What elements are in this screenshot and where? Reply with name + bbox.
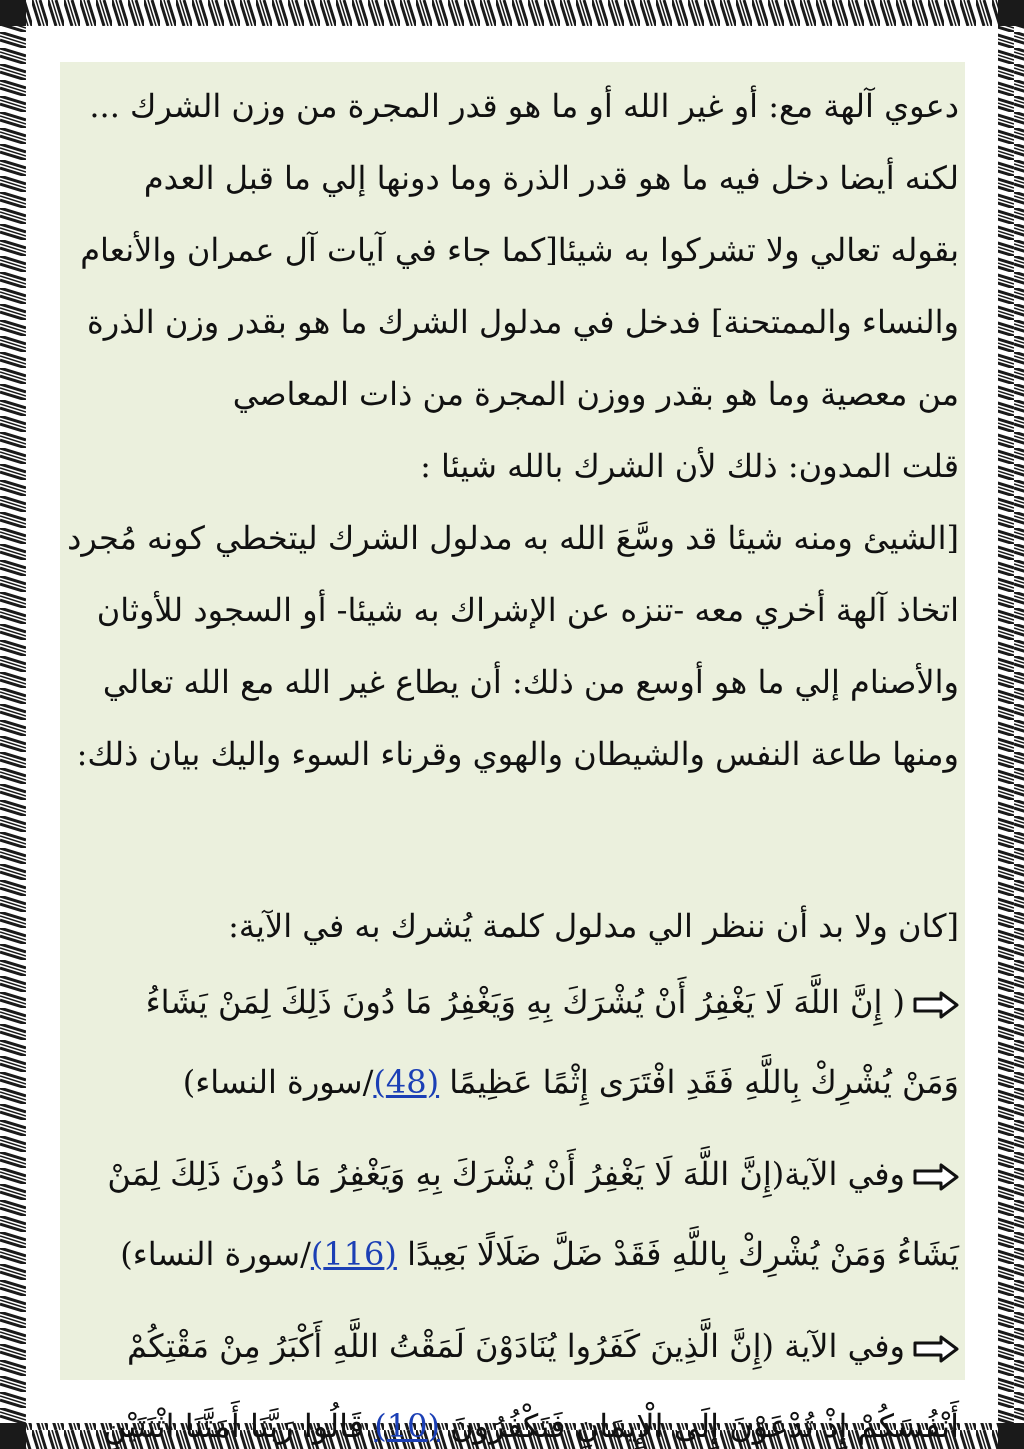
verse1-text: ( إِنَّ اللَّهَ لَا يَغْفِرُ أَنْ يُشْرَكَ بِهِ وَيَغْفِرُ مَا دُونَ ذَلِكَ لِمَنْ يَشَاءُ [145, 983, 905, 1021]
spacer [74, 1122, 959, 1134]
text-line: قلت المدون: ذلك لأن الشرك بالله شيئا : [420, 447, 959, 485]
right-arrow-icon [913, 991, 959, 1019]
verse3-text-end: قَالُوا رَبَّنَا أَمَتَّنَا اثْنَتَيْنِ [103, 1407, 365, 1445]
verse1-text-cont: وَمَنْ يُشْرِكْ بِاللَّهِ فَقَدِ افْتَرَى إِثْمًا عَظِيمًا [449, 1063, 959, 1101]
verse1-line1 [74, 962, 959, 1042]
intro-line: [كان ولا بد أن ننظر الي مدلول كلمة يُشرك به في الآية: [228, 907, 959, 945]
right-arrow-icon [913, 1163, 959, 1191]
text-line: [الشيئ ومنه شيئا قد وسَّعَ الله به مدلول الشرك ليتخطي كونه مُجرد [67, 519, 959, 557]
text-line: اتخاذ آلهة أخري معه -تنزه عن الإشراك به شيئا- أو السجود للأوثان [96, 591, 959, 629]
verse3-text: وفي الآية (إِنَّ الَّذِينَ كَفَرُوا يُنَادَوْنَ لَمَقْتُ اللَّهِ أَكْبَرُ مِنْ مَقْتِكُمْ [127, 1327, 905, 1365]
text-line: من معصية وما هو بقدر ووزن المجرة من ذات المعاصي [232, 375, 959, 413]
verse1-surah: /سورة النساء) [182, 1063, 374, 1101]
verse1-reference-link[interactable]: (48) [373, 1063, 440, 1101]
text-line: لكنه أيضا دخل فيه ما هو قدر الذرة وما دونها إلي ما قبل العدم [143, 159, 959, 197]
verse1-line2 [74, 1042, 959, 1122]
verse2-line2 [74, 1214, 959, 1294]
verse2-text: وفي الآية(إِنَّ اللَّهَ لَا يَغْفِرُ أَنْ يُشْرَكَ بِهِ وَيَغْفِرُ مَا دُونَ ذَلِكَ لِمَنْ [107, 1155, 905, 1193]
verse2-surah: /سورة النساء) [120, 1235, 311, 1273]
verse2-line1 [74, 1134, 959, 1214]
right-arrow-icon [913, 1335, 959, 1363]
verse3-text-cont: أَنْفُسَكُمْ إِذْ تُدْعَوْنَ إِلَى الْإِيمَانِ فَتَكْفُرُونَ [450, 1407, 959, 1445]
text-line: والنساء والممتحنة] فدخل في مدلول الشرك ما هو بقدر وزن الذرة [87, 303, 959, 341]
text-line: دعوي آلهة مع: أو غير الله أو ما هو قدر المجرة من وزن الشرك ... [89, 87, 959, 125]
verse3-line2 [74, 1386, 959, 1449]
text-line: بقوله تعالي ولا تشركوا به شيئا[كما جاء في آيات آل عمران والأنعام [80, 231, 959, 269]
verse2-reference-link[interactable]: (116) [310, 1235, 397, 1273]
verse2-text-cont: يَشَاءُ وَمَنْ يُشْرِكْ بِاللَّهِ فَقَدْ ضَلَّ ضَلَالًا بَعِيدًا [407, 1235, 959, 1273]
blank-line [74, 790, 959, 890]
verse3-reference-link[interactable]: (10) [374, 1407, 440, 1445]
verse3-line1 [74, 1306, 959, 1386]
text-line: والأصنام إلي ما هو أوسع من ذلك: أن يطاع غير الله مع الله تعالي [102, 663, 959, 701]
text-body [60, 62, 965, 1445]
spacer [74, 1294, 959, 1306]
text-line: ومنها طاعة النفس والشيطان والهوي وقرناء السوء واليك بيان ذلك: [76, 735, 959, 773]
